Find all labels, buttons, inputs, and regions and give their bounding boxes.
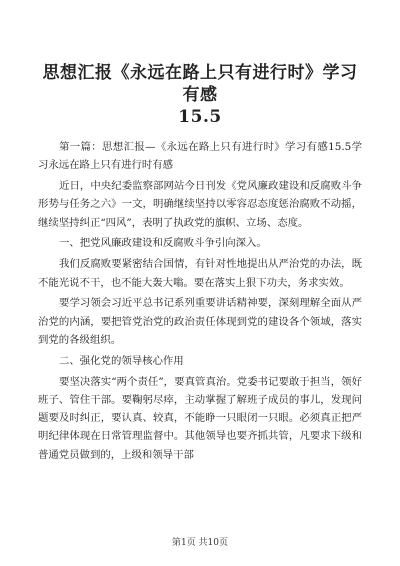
page-footer: 第1页 共10页 bbox=[171, 538, 229, 548]
section-heading-1: 一、把党风廉政建设和反腐败斗争引向深入。 bbox=[59, 237, 267, 250]
title-line-1: 思想汇报《永远在路上只有进行时》学习有感 bbox=[42, 63, 358, 105]
document-title bbox=[38, 62, 362, 128]
paragraph-2: 近日，中央纪委监察部网站今日刊发《党风廉政建设和反腐败斗争形势与任务之六》一文，明确继续坚持以零容忍态度惩治腐败不动摇，继续坚持纠正“四风”，表明了执政党的旗帜、立场、态度。 bbox=[38, 180, 362, 229]
paragraph-5: 要坚决落实“两个责任”，要真管真治。党委书记要敢于担当，领好班子、管住干部。要鞠躬尽瘁，主动掌握了解班子成员的事儿，发现问题要及时纠正，要认真、较真，不能睁一只眼闭一只眼。必须真正把严明纪律体现在日常管理监督中。其他领导也要齐抓共管，凡要求下级和普通党员做到的，上级和领导干部 bbox=[38, 375, 362, 461]
paragraph-1: 第一篇：思想汇报—《永远在路上只有进行时》学习有感15.5学习永远在路上只有进行时有感 bbox=[38, 141, 362, 172]
section-heading-2: 二、强化党的领导核心作用 bbox=[59, 354, 184, 367]
title-line-2: 15.5 bbox=[178, 107, 222, 127]
paragraph-3: 我们反腐败要紧密结合国情，有针对性地提出从严治党的办法，既不能光说不干，也不能大轰大嗡。要在落实上狠下功夫，务求实效。 bbox=[38, 258, 362, 289]
paragraph-4: 要学习领会习近平总书记系列重要讲话精神要，深刻理解全面从严治党的内涵，要把管党治党的政治责任体现到党的建设各个领域，落实到党的各级组织。 bbox=[38, 297, 362, 346]
